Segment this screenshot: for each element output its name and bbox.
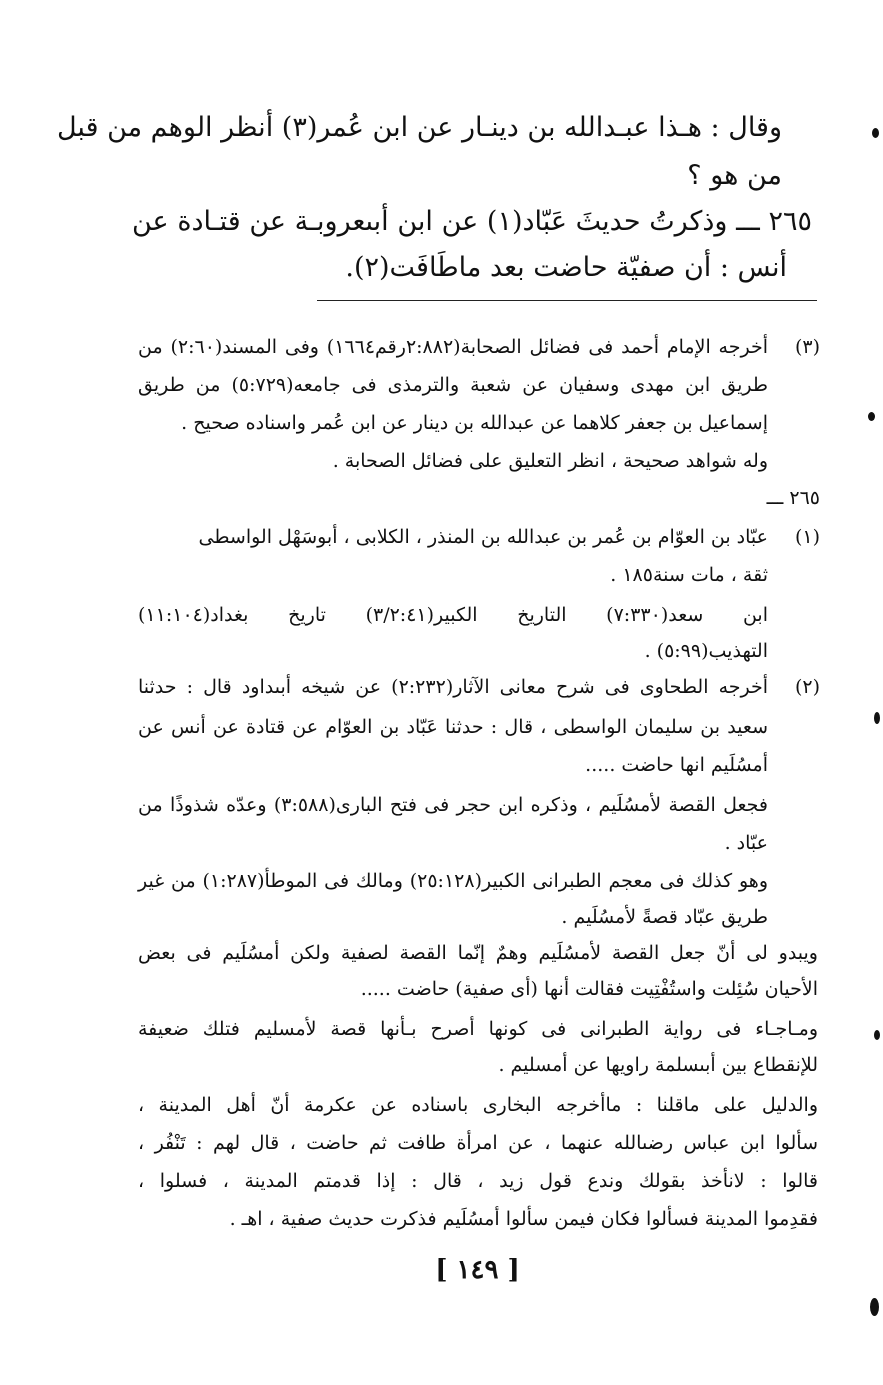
page-number: [ ١٤٩ ] xyxy=(435,1255,520,1285)
footnote-line: إسماعيل بن جعفر كلاهما عن عبدالله بن دينار عن ابن عُمر واسناده صحيح . xyxy=(181,412,768,434)
footnote-line: ومـاجـاء فى رواية الطبرانى فى كونها أصرح بـأنها قصة لأمسليم فتلك ضعيفة xyxy=(138,1018,818,1040)
footnote-line: وله شواهد صحيحة ، انظر التعليق على فضائل الصحابة . xyxy=(332,450,768,472)
footnote-line: أخرجه الإمام أحمد فى فضائل الصحابة(٢:٨٨٢رقم١٦٦٤) وفى المسند(٢:٦٠) من xyxy=(138,336,768,358)
footnote-line: ويبدو لى أنّ جعل القصة لأمسُلَيم وهمٌ إنّما القصة لصفية ولكن أمسُلَيم فى بعض xyxy=(138,942,818,964)
footnote-line: للإنقطاع بين أبىسلمة راويها عن أمسليم . xyxy=(498,1054,818,1076)
footnote-line: أخرجه الطحاوى فى شرح معانى الآثار(٢:٢٣٢) عن شيخه أبىداود قال : حدثنا xyxy=(138,676,769,698)
scan-speck xyxy=(874,1030,880,1040)
scan-speck xyxy=(870,1298,879,1316)
main-text-line: ٢٦٥ ـــ وذكرتُ حديثَ عَبّاد(١) عن ابن أبىعروبـة عن قتـادة عن xyxy=(132,206,812,237)
footnote-line: أمسُلَيم انها حاضت ..... xyxy=(585,754,768,776)
scan-speck xyxy=(872,128,879,138)
scan-speck xyxy=(868,412,875,421)
footnote-line: وهو كذلك فى معجم الطبرانى الكبير(٢٥:١٢٨) ومالك فى الموطأ(١:٢٨٧) من غير xyxy=(138,870,768,892)
footnote-section-heading: ٢٦٥ ـــ xyxy=(766,487,820,509)
footnote-line: الأحيان سُئِلت واستُفْتِيت فقالت أنها (أى صفية) حاضت ..... xyxy=(360,978,818,1000)
footnote-line: قالوا : لانأخذ بقولك وندع قول زيد ، قال : إذا قدمتم المدينة ، فسلوا ، xyxy=(138,1170,818,1192)
footnote-line: طريق ابن مهدى وسفيان عن شعبة والترمذى فى جامعه(٥:٧٢٩) من طريق xyxy=(138,374,768,396)
footnote-divider xyxy=(317,300,817,301)
main-text-line: من هو ؟ xyxy=(687,160,782,191)
footnote-marker: (٣) xyxy=(794,336,820,358)
footnote-line: سعيد بن سليمان الواسطى ، قال : حدثنا عَبّاد بن العوّام عن قتادة عن أنس عن xyxy=(138,716,768,738)
footnote-marker: (١) xyxy=(794,526,820,548)
footnote-line: سألوا ابن عباس رضىالله عنهما ، عن امرأة طافت ثم حاضت ، قال لهم : تَنْفُر ، xyxy=(138,1132,818,1154)
footnote-line: طريق عبّاد قصةً لأمسُلَيم . xyxy=(561,906,768,928)
footnote-line: والدليل على ماقلنا : ماأخرجه البخارى باسناده عن عكرمة أنّ أهل المدينة ، xyxy=(138,1094,818,1116)
main-text-line: وقال : هـذا عبـدالله بن دينـار عن ابن عُمر(٣) أنظر الوهم من قبل xyxy=(56,112,782,143)
footnote-marker: (٢) xyxy=(794,676,820,698)
footnote-line: التهذيب(٥:٩٩) . xyxy=(644,640,768,662)
scan-speck xyxy=(874,712,880,724)
footnote-line: عبّاد . xyxy=(724,832,768,854)
footnote-line: ابن سعد(٧:٣٣٠) التاريخ الكبير(٣/٢:٤١) تاريخ بغداد(١١:١٠٤) xyxy=(138,604,768,626)
footnote-line: عبّاد بن العوّام بن عُمر بن عبدالله بن المنذر ، الكلابى ، أبوسَهْل الواسطى xyxy=(198,526,768,548)
main-text-line: أنس : أن صفيّة حاضت بعد ماطَافَت(٢). xyxy=(345,252,787,283)
footnote-line: ثقة ، مات سنة١٨٥ . xyxy=(610,564,768,586)
footnote-line: فقدِموا المدينة فسألوا فكان فيمن سألوا أمسُلَيم فذكرت حديث صفية ، اهـ . xyxy=(229,1208,818,1230)
footnote-line: فجعل القصة لأمسُلَيم ، وذكره ابن حجر فى فتح البارى(٣:٥٨٨) وعدّه شذوذًا من xyxy=(138,794,769,816)
